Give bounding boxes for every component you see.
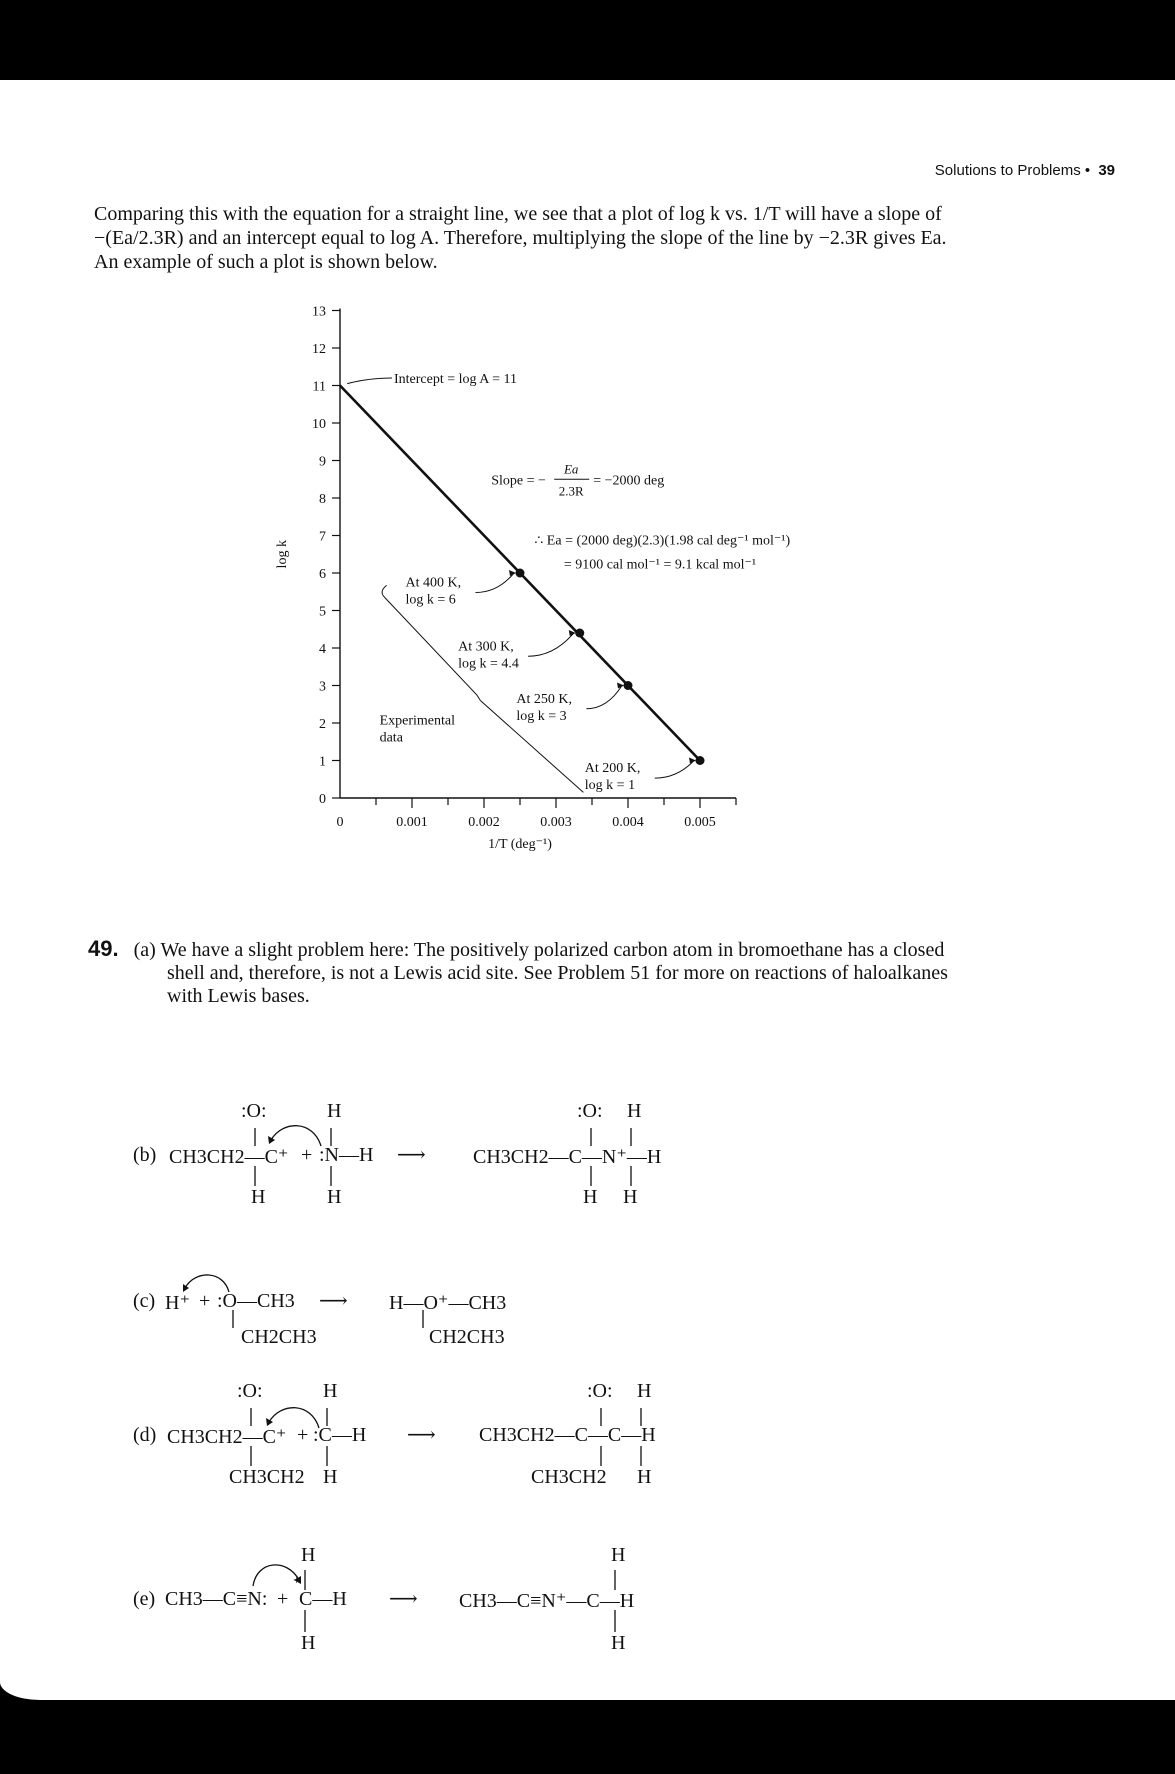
reaction-e-reactant1: CH3—C≡N:	[165, 1588, 268, 1610]
y-tick-label: 5	[319, 604, 326, 620]
reaction-e-product-h-top: H	[611, 1544, 626, 1566]
reaction-e-h-bottom: H	[301, 1632, 316, 1654]
page	[0, 80, 1175, 1700]
y-tick-label: 0	[319, 792, 326, 807]
label-250k-line2: log k = 3	[516, 708, 567, 724]
x-tick-label: 0.003	[540, 815, 572, 830]
reaction-d	[133, 1370, 733, 1500]
part-a-label: (a)	[133, 939, 156, 961]
reaction-b-label: (b)	[133, 1144, 157, 1166]
reaction-b-h-bottom: H	[251, 1186, 266, 1208]
label-300k-leader	[528, 633, 574, 656]
reaction-d-arrow: ⟶	[407, 1424, 436, 1446]
arrhenius-plot	[260, 304, 791, 880]
slope-denominator: 2.3R	[558, 483, 584, 499]
reaction-b-reactant2: :N—H	[319, 1144, 374, 1166]
label-400k-line2: log k = 6	[405, 592, 456, 608]
ea-line-1: ∴ Ea = (2000 deg)(2.3)(1.98 cal deg⁻¹ mol⁻¹)	[534, 533, 791, 549]
reaction-e-arrow: ⟶	[389, 1588, 418, 1610]
reaction-c-plus: +	[199, 1290, 211, 1312]
reaction-e-product: CH3—C≡N⁺—C—H	[459, 1590, 635, 1612]
slope-value: = −2000 deg	[593, 473, 665, 489]
y-tick-label: 2	[319, 717, 326, 732]
experimental-bracket-tick	[382, 585, 387, 597]
label-300k-line1: At 300 K,	[458, 639, 514, 655]
running-head-bullet: •	[1084, 162, 1091, 179]
reaction-e-plus: +	[277, 1588, 289, 1610]
reaction-e-label: (e)	[133, 1588, 156, 1610]
label-400k-line1: At 400 K,	[405, 575, 462, 591]
reaction-d-product-oxygen: :O:	[587, 1380, 613, 1402]
label-250k-leader	[586, 686, 622, 709]
experimental-label-line1: Experimental	[379, 713, 456, 729]
label-400k-leader	[476, 573, 514, 593]
intro-line-1: Comparing this with the equation for a straight line, we see that a plot of log k vs. 1/T will have a slope of	[94, 203, 942, 225]
experimental-label-line2: data	[379, 730, 403, 746]
label-250k-line1: At 250 K,	[516, 691, 573, 707]
reaction-d-product-sub: CH3CH2	[531, 1466, 607, 1488]
problem-number: 49.	[88, 936, 119, 961]
reaction-d-oxygen: :O:	[237, 1380, 263, 1402]
x-tick-label: 0.001	[396, 815, 428, 830]
x-tick-label: 0.004	[612, 815, 644, 830]
reaction-c-sub: CH2CH3	[241, 1326, 317, 1348]
label-300k-line2: log k = 4.4	[458, 656, 519, 672]
data-point	[624, 681, 633, 690]
y-tick-label: 6	[319, 567, 326, 582]
intro-line-3: An example of such a plot is shown below.	[94, 251, 438, 273]
reaction-e	[133, 1540, 733, 1670]
x-tick-label: 0	[336, 815, 344, 830]
intro-paragraph	[94, 202, 1064, 274]
y-tick-label: 9	[319, 454, 326, 470]
reaction-e-reactant2: C—H	[299, 1588, 347, 1610]
x-tick-label: 0.002	[468, 815, 500, 830]
part-a-line-1: We have a slight problem here: The positively polarized carbon atom in bromoethane has a closed	[160, 939, 945, 961]
reaction-d-product-h-bottom: H	[637, 1466, 652, 1488]
reaction-e-product-h-bottom: H	[611, 1632, 626, 1654]
data-point	[575, 629, 584, 638]
reaction-d-reactant2: :C—H	[313, 1424, 367, 1446]
data-point	[516, 569, 525, 578]
slope-prefix: Slope = −	[491, 473, 546, 489]
reaction-d-sub: CH3CH2	[229, 1466, 305, 1488]
reaction-d-plus: +	[297, 1424, 309, 1446]
reaction-b-h-bottom2: H	[327, 1186, 342, 1208]
reaction-d-h-top: H	[323, 1380, 338, 1402]
reaction-c-reactant1: H⁺	[165, 1292, 190, 1314]
label-200k-line1: At 200 K,	[584, 761, 641, 777]
label-200k-leader	[655, 761, 694, 779]
reaction-d-product-h-top: H	[637, 1380, 652, 1402]
y-tick-label: 1	[319, 754, 326, 770]
reaction-c-reactant2: :O—CH3	[217, 1290, 295, 1312]
reaction-c-label: (c)	[133, 1290, 156, 1312]
reaction-c-product-sub: CH2CH3	[429, 1326, 505, 1348]
svg-text:+: +	[293, 1572, 301, 1587]
reaction-b	[133, 1090, 733, 1220]
reaction-b-product-oxygen: :O:	[577, 1100, 603, 1122]
x-tick-label: 0.005	[684, 815, 716, 830]
y-tick-label: 8	[319, 492, 326, 507]
intercept-leader	[347, 378, 392, 384]
y-tick-label: 13	[312, 304, 326, 320]
intercept-label: Intercept = log A = 11	[394, 372, 517, 387]
part-a-line-2: shell and, therefore, is not a Lewis acid site. See Problem 51 for more on reactions of haloalkanes	[167, 962, 948, 984]
y-tick-label: 7	[319, 529, 326, 545]
reaction-b-plus: +	[301, 1144, 313, 1166]
reaction-b-product-h-top: H	[627, 1100, 642, 1122]
problem-49	[88, 937, 1048, 1008]
reaction-b-reactant1: CH3CH2—C⁺	[169, 1146, 289, 1168]
reaction-b-product-h1: H	[583, 1186, 598, 1208]
reaction-b-oxygen: :O:	[241, 1100, 267, 1122]
reaction-b-product: CH3CH2—C—N⁺—H	[473, 1146, 662, 1168]
running-head-title: Solutions to Problems	[934, 162, 1081, 179]
reaction-c-arrow: ⟶	[319, 1290, 348, 1312]
intro-line-2: −(Ea/2.3R) and an intercept equal to log A. Therefore, multiplying the slope of the line by −2.3R gives Ea.	[94, 227, 947, 249]
reaction-d-reactant1: CH3CH2—C⁺	[167, 1426, 287, 1448]
reaction-b-h-top: H	[327, 1100, 342, 1122]
page-number: 39	[1098, 162, 1115, 179]
part-a-line-3: with Lewis bases.	[167, 985, 310, 1007]
x-axis-label: 1/T (deg⁻¹)	[488, 837, 552, 852]
label-200k-line2: log k = 1	[584, 778, 636, 794]
reaction-e-h-top: H	[301, 1544, 316, 1566]
y-tick-label: 12	[312, 342, 326, 357]
reaction-c	[133, 1270, 633, 1350]
slope-numerator: Ea	[563, 461, 579, 477]
y-tick-label: 3	[319, 679, 326, 695]
reaction-c-product: H—O⁺—CH3	[389, 1292, 507, 1314]
reaction-b-arrow: ⟶	[397, 1144, 426, 1166]
reaction-d-product: CH3CH2—C—C—H	[479, 1424, 656, 1446]
y-tick-label: 11	[312, 379, 326, 395]
reaction-d-h-bottom: H	[323, 1466, 338, 1488]
y-axis-label: log k	[275, 540, 290, 569]
ea-line-2: = 9100 cal mol⁻¹ = 9.1 kcal mol⁻¹	[563, 557, 757, 573]
reaction-d-label: (d)	[133, 1424, 157, 1446]
y-tick-label: 10	[312, 417, 326, 432]
data-point	[696, 756, 705, 765]
y-tick-label: 4	[319, 642, 326, 657]
reaction-b-product-h2: H	[623, 1186, 638, 1208]
running-head	[935, 162, 1115, 179]
